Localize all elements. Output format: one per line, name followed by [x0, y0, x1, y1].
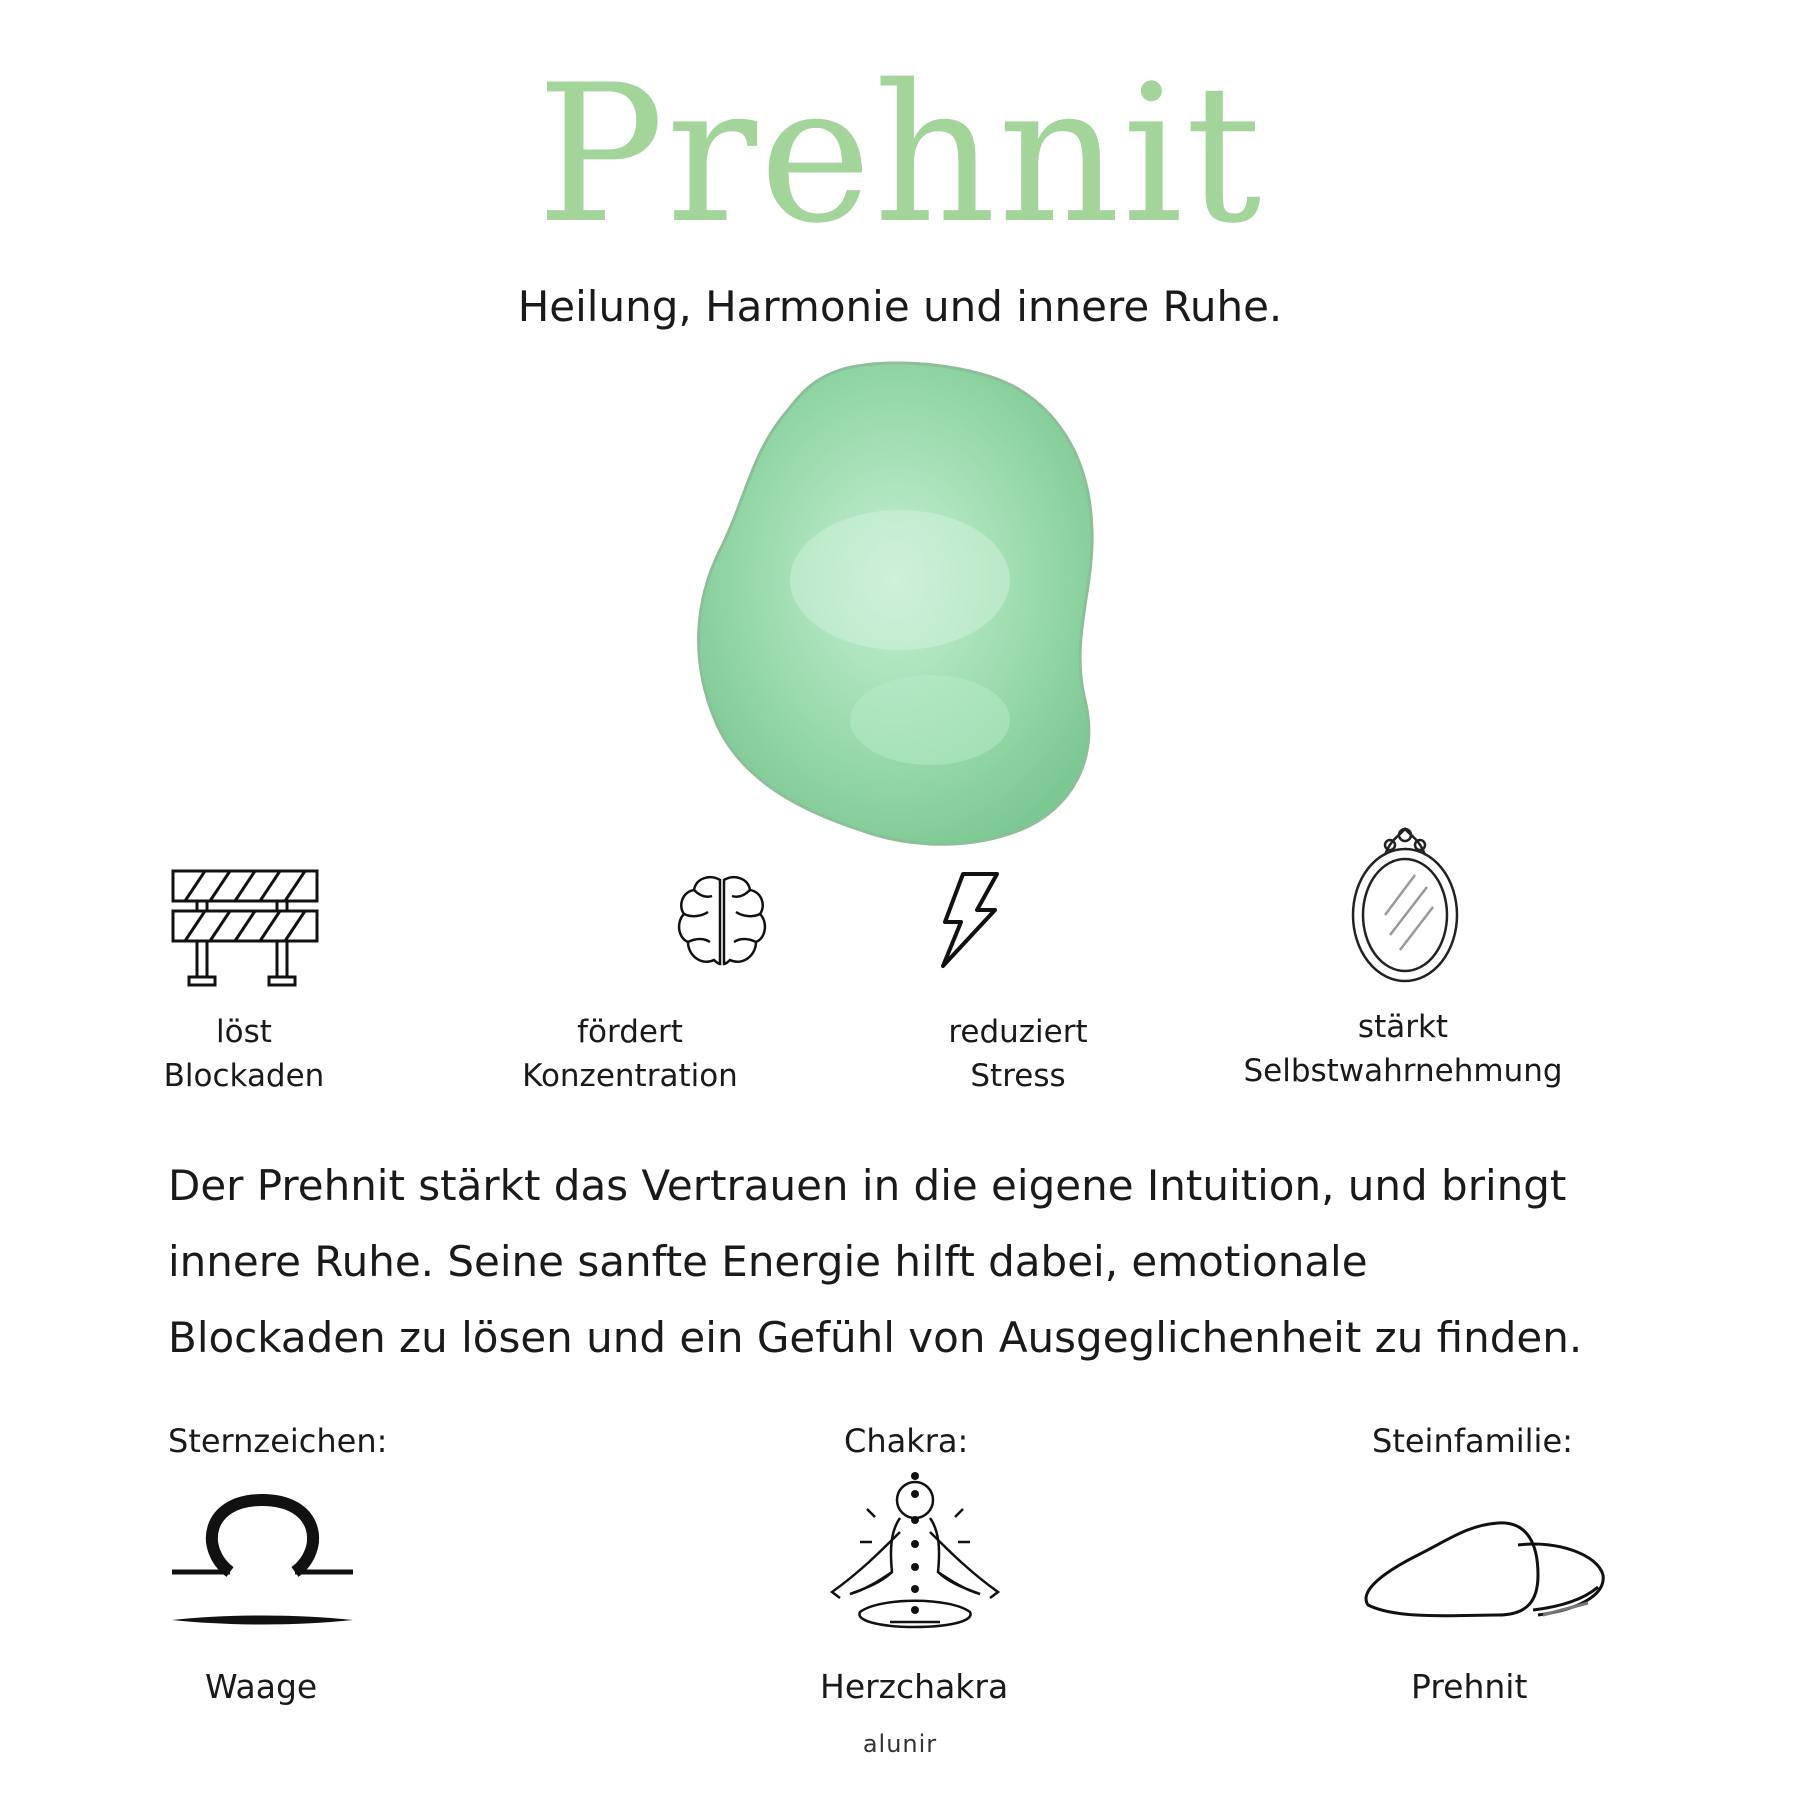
- description: [168, 1148, 1648, 1376]
- benefit-stress: [838, 1010, 1198, 1098]
- chakra-heading: Chakra:: [844, 1422, 969, 1460]
- benefit-line1: reduziert: [948, 1014, 1088, 1050]
- lightning-icon: [935, 870, 1005, 970]
- benefit-konzentration: [450, 1010, 810, 1098]
- zodiac-heading: Sternzeichen:: [168, 1422, 388, 1460]
- benefit-line1: fördert: [577, 1014, 683, 1050]
- barrier-icon: [165, 848, 325, 1008]
- family-value: Prehnit: [1411, 1667, 1528, 1706]
- description-line: innere Ruhe. Seine sanfte Energie hilft dabei, emotionale: [168, 1237, 1368, 1286]
- stone-outline-icon: [1358, 1515, 1608, 1630]
- benefit-line2: Blockaden: [163, 1058, 325, 1094]
- brain-icon: [672, 872, 772, 972]
- libra-icon: [170, 1490, 355, 1630]
- family-heading: Steinfamilie:: [1372, 1422, 1573, 1460]
- meditation-icon: [820, 1472, 1010, 1652]
- benefit-blockaden: [64, 1010, 424, 1098]
- brand-logo: alunir: [862, 1730, 938, 1758]
- description-line: Der Prehnit stärkt das Vertrauen in die eigene Intuition, und bringt: [168, 1161, 1567, 1210]
- benefit-selbstwahrnehmung: [1223, 1005, 1583, 1093]
- page-title: Prehnit: [536, 44, 1264, 265]
- benefit-line2: Konzentration: [522, 1058, 738, 1094]
- description-line: Blockaden zu lösen und ein Gefühl von Ausgeglichenheit zu finden.: [168, 1313, 1583, 1362]
- prehnite-stone-image: [690, 360, 1110, 850]
- benefit-line1: stärkt: [1357, 1009, 1449, 1045]
- benefit-line1: löst: [216, 1014, 272, 1050]
- chakra-value: Herzchakra: [820, 1667, 1009, 1706]
- benefit-line2: Stress: [970, 1058, 1066, 1094]
- zodiac-value: Waage: [205, 1667, 318, 1706]
- mirror-icon: [1345, 825, 1465, 985]
- benefit-line2: Selbstwahrnehmung: [1243, 1053, 1563, 1089]
- tagline: Heilung, Harmonie und innere Ruhe.: [517, 282, 1283, 331]
